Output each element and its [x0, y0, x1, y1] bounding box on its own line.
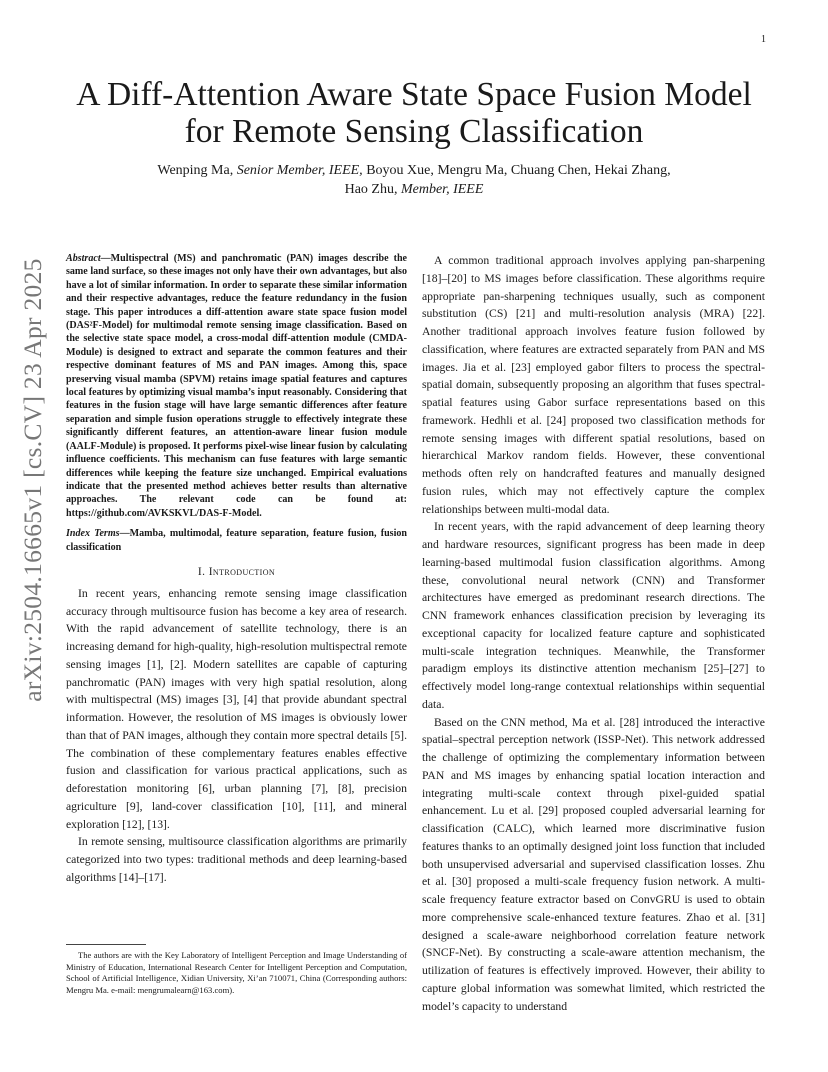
left-paragraph: In recent years, enhancing remote sensing image classification accuracy through multisource fusion has become a key area of research. With the rapid advancement of satellite technology, there is an increasing demand for high-quality, high-resolution multispectral remote sensing images [1], [2]. Modern satellites are capable of capturing panchromatic (PAN) images with very high spatial resolution, along with multispectral (MS) images [3], [4] that provide abundant spectral information. However, the resolution of MS images is obviously lower than that of PAN images, although they contain more spectral details [5]. The combination of these complementary features enables effective fusion and classification for various practical applications, such as deforestation monitoring [6], urban planning [7], [8], precision agriculture [9], land-cover classification [10], [11], and mineral exploration [12], [13]. — [66, 586, 407, 831]
abstract-label: Abstract — [66, 253, 101, 264]
author-line-2 — [60, 180, 768, 199]
index-terms — [66, 527, 407, 554]
author-role-2: Member, IEEE — [400, 182, 484, 197]
abstract-text: —Multispectral (MS) and panchromatic (PAN) images describe the same land surface, so these images not only have their own advantages, but also have a lot of similar information. In order to separate these similar information and their respective advantages, reduce the feature redundancy in the fusion stage. This paper introduces a diff-attention aware state space fusion model (DAS²F-Model) for multimodal remote sensing image classification. Based on the selective state space model, a cross-modal diff-attention module (CMDA-Module) is designed to extract and separate the common features and their respective dominant features of MS and PAN images. Among this, space preserving visual mamba (SPVM) retains image spatial features and captures local features by optimizing visual mamba’s input reasonably. Considering that features in the fusion stage will have large semantic differences after feature separation and simple fusion operations struggle to effectively integrate these significantly different features, an attention-aware linear fusion module (AALF-Module) is proposed. It performs pixel-wise linear fusion by calculating influence coefficients. This mechanism can fuse features with large semantic differences while keeping the feature size unchanged. Empirical evaluations indicate that the presented method achieves better results than alternative approaches. The relevant code can be found at: https://github.com/AVKSKVL/DAS-F-Model. — [66, 253, 407, 519]
page-number: 1 — [761, 34, 766, 45]
right-paragraph: Based on the CNN method, Ma et al. [28] introduced the interactive spatial–spectral perception network (ISSP-Net). This network addressed the challenge of optimizing the complementary information between PAN and MS images by enhancing spatial location interaction and integrating multi-scale context through pixel-guided spatial enhancement. Lu et al. [29] proposed coupled adversarial learning for classification (CALC), which learned more discriminative fusion features thanks to an optimally designed joint loss function that included both unsupervised adversarial and supervised classification losses. Zhu et al. [30] proposed a multi-scale frequency fusion network. A multi-scale frequency feature extractor based on ConvGRU is used to obtain more comprehensive scale-enhanced texture features. Zhao et al. [31] designed a scale-aware neighborhood correlation feature network (SNCF-Net). By constructing a scale-aware attention mechanism, the utilization of features is effectively improved. However, their ability to capture global information was somewhat limited, which restricted the model’s capacity to understand — [422, 715, 765, 1013]
section-numeral: I. — [197, 565, 209, 578]
right-column — [422, 252, 765, 1015]
author-role-1: Senior Member, IEEE, — [236, 163, 363, 178]
author-names-2: Boyou Xue, Mengru Ma, Chuang Chen, Hekai Zhang, — [362, 163, 671, 178]
left-paragraph: In remote sensing, multisource classification algorithms are primarily categorized into two types: traditional methods and deep learning-based algorithms [14]–[17]. — [66, 835, 407, 884]
index-terms-label: Index Terms — [66, 528, 120, 540]
index-terms-text: —Mamba, multimodal, feature separation, feature fusion, fusion classification — [66, 528, 407, 553]
left-column — [66, 252, 407, 887]
arxiv-identifier: arXiv:2504.16665v1 [cs.CV] 23 Apr 2025 — [18, 258, 47, 702]
title-line-1: A Diff-Attention Aware State Space Fusion Model — [76, 76, 752, 113]
abstract — [66, 252, 407, 520]
author-line-1 — [60, 161, 768, 180]
section-heading-introduction — [66, 566, 407, 578]
title-line-2: for Remote Sensing Classification — [184, 113, 644, 150]
section-name: Introduction — [208, 565, 276, 578]
paper-title — [60, 76, 768, 150]
footnote-rule — [66, 944, 146, 945]
right-paragraph: In recent years, with the rapid advancement of deep learning theory and hardware resources, significant progress has been made in deep learning-based multimodal fusion classification algorithms. Among these, convolutional neural network (CNN) and Transformer architectures have emerged as predominant research directions. The CNN framework enhances classification precision by leveraging its exceptional capacity for localized feature capture and sophisticated multi-scale integration techniques. Meanwhile, the Transformer paradigm employs its distinctive attention mechanism [25]–[27] to effectively model long-range contextual relationships within sequential data. — [422, 520, 765, 711]
affiliation-footnote: The authors are with the Key Laboratory of Intelligent Perception and Image Understanding of Ministry of Education, International Research Center for Intelligent Perception and Computation, School of Artificial Intelligence, Xidian University, Xi’an 710071, China (Corresponding authors: Mengru Ma. e-mail: mengrumalearn@163.com). — [66, 950, 407, 996]
author-names-3: Hao Zhu, — [344, 182, 401, 197]
author-list — [60, 161, 768, 199]
right-paragraph: A common traditional approach involves applying pan-sharpening [18]–[20] to MS images before classification. These algorithms require appropriate pan-sharpening techniques usually, such as component substitution (CS) [21] and multi-resolution analysis (MRA) [22]. Another traditional approach involves feature fusion followed by classification, where features are extracted separately from PAN and MS images. Jia et al. [23] employed gabor filters to process the spectral-spatial domain, subsequently proposing an algorithm that fuses spectral-spatial features using Gabor surface representations based on this framework. Hedhli et al. [24] proposed two classification methods for remote sensing images with different spatial resolutions, based on hierarchical Markov random fields. However, these conventional methods often rely on handcrafted features and manually designed fusion rules, which may not effectively capture the complex relationships between multi-modal data. — [422, 254, 765, 516]
author-names-1: Wenping Ma, — [157, 163, 237, 178]
